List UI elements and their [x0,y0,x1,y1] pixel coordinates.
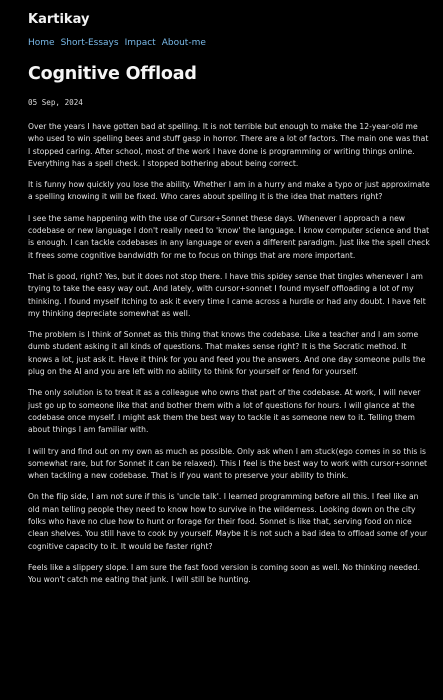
nav-link-short-essays[interactable]: Short-Essays [60,38,119,48]
paragraph: Feels like a slippery slope. I am sure the fast food version is coming soon as well. No thinking needed. You won't catch me eating that junk. I will still be hunting. [28,562,421,585]
nav-link-about-me[interactable]: About-me [161,38,206,48]
nav-link-home[interactable]: Home [28,38,55,48]
paragraph: That is good, right? Yes, but it does not stop there. I have this spidey sense that tingles whenever I am trying to take the easy way out. And lately, with cursor+sonnet I found myself offloading a lot of my thinking. I found myself itching to ask it every time I came across a hurdle or had any doubt. I have felt my thinking depreciate somewhat as well. [28,271,426,318]
paragraph: I will try and find out on my own as much as possible. Only ask when I am stuck(ego comes in so this is somewhat rare, but for Sonnet it can be relaxed). This I feel is the best way to work with cursor+sonnet when tackling a new codebase. That is if you want to preserve your ability to think. [28,446,428,481]
paragraph: On the flip side, I am not sure if this is 'uncle talk'. I learned programming before all this. I feel like an old man telling people they need to know how to survive in the wilderness. Looking down on the city folks who have no clue how to hunt or forage for their food. Sonnet is like that, serving food on nice clean shelves. You still have to cook by yourself. Maybe it is not such a bad idea to offload some of your cognitive capacity to it. It would be faster right? [28,492,428,551]
post-content [28,121,430,587]
paragraph: The problem is I think of Sonnet as this thing that knows the codebase. Like a teacher and I am some dumb student asking it all kinds of questions. That makes sense right? It is the Socratic method. It knows a lot, just ask it. Have it think for you and feed you the answers. And one day someone pulls the plug on the AI and you are left with no ability to think for yourself or fend for yourself. [28,330,426,377]
paragraph: Over the years I have gotten bad at spelling. It is not terrible but enough to make the 12-year-old me who used to win spelling bees and stuff gasp in horror. There are a lot of factors. The main one was that I stopped caring. After school, most of the work I have done is programming or writing things online. Everything has a spell check. I stopped bothering about being correct. [28,122,429,168]
paragraph: I see the same happening with the use of Cursor+Sonnet these days. Whenever I approach a new codebase or new language I don't really need to 'know' the language. I know computer science and that is enough. I can tackle codebases in any language or even a different paradigm. Just like the spell check it frees some cognitive bandwidth for me to focus on things that are more important. [28,213,430,260]
post-title: Cognitive Offload [28,64,197,84]
post-date: 05 Sep, 2024 [28,98,83,107]
nav-link-impact[interactable]: Impact [124,38,156,48]
paragraph: The only solution is to treat it as a colleague who owns that part of the codebase. At work, I will never just go up to someone like that and bother them with a lot of questions for hours. I will glance at the codebase once myself. I might ask them the best way to tackle it as someone new to it. Telling them about things I am familiar with. [28,388,421,435]
site-title[interactable]: Kartikay [28,12,90,27]
main-nav [28,38,430,54]
paragraph: It is funny how quickly you lose the ability. Whether I am in a hurry and make a typo or just approximate a spelling knowing it will be fixed. Who cares about spelling it is the idea that matters right? [28,180,430,202]
